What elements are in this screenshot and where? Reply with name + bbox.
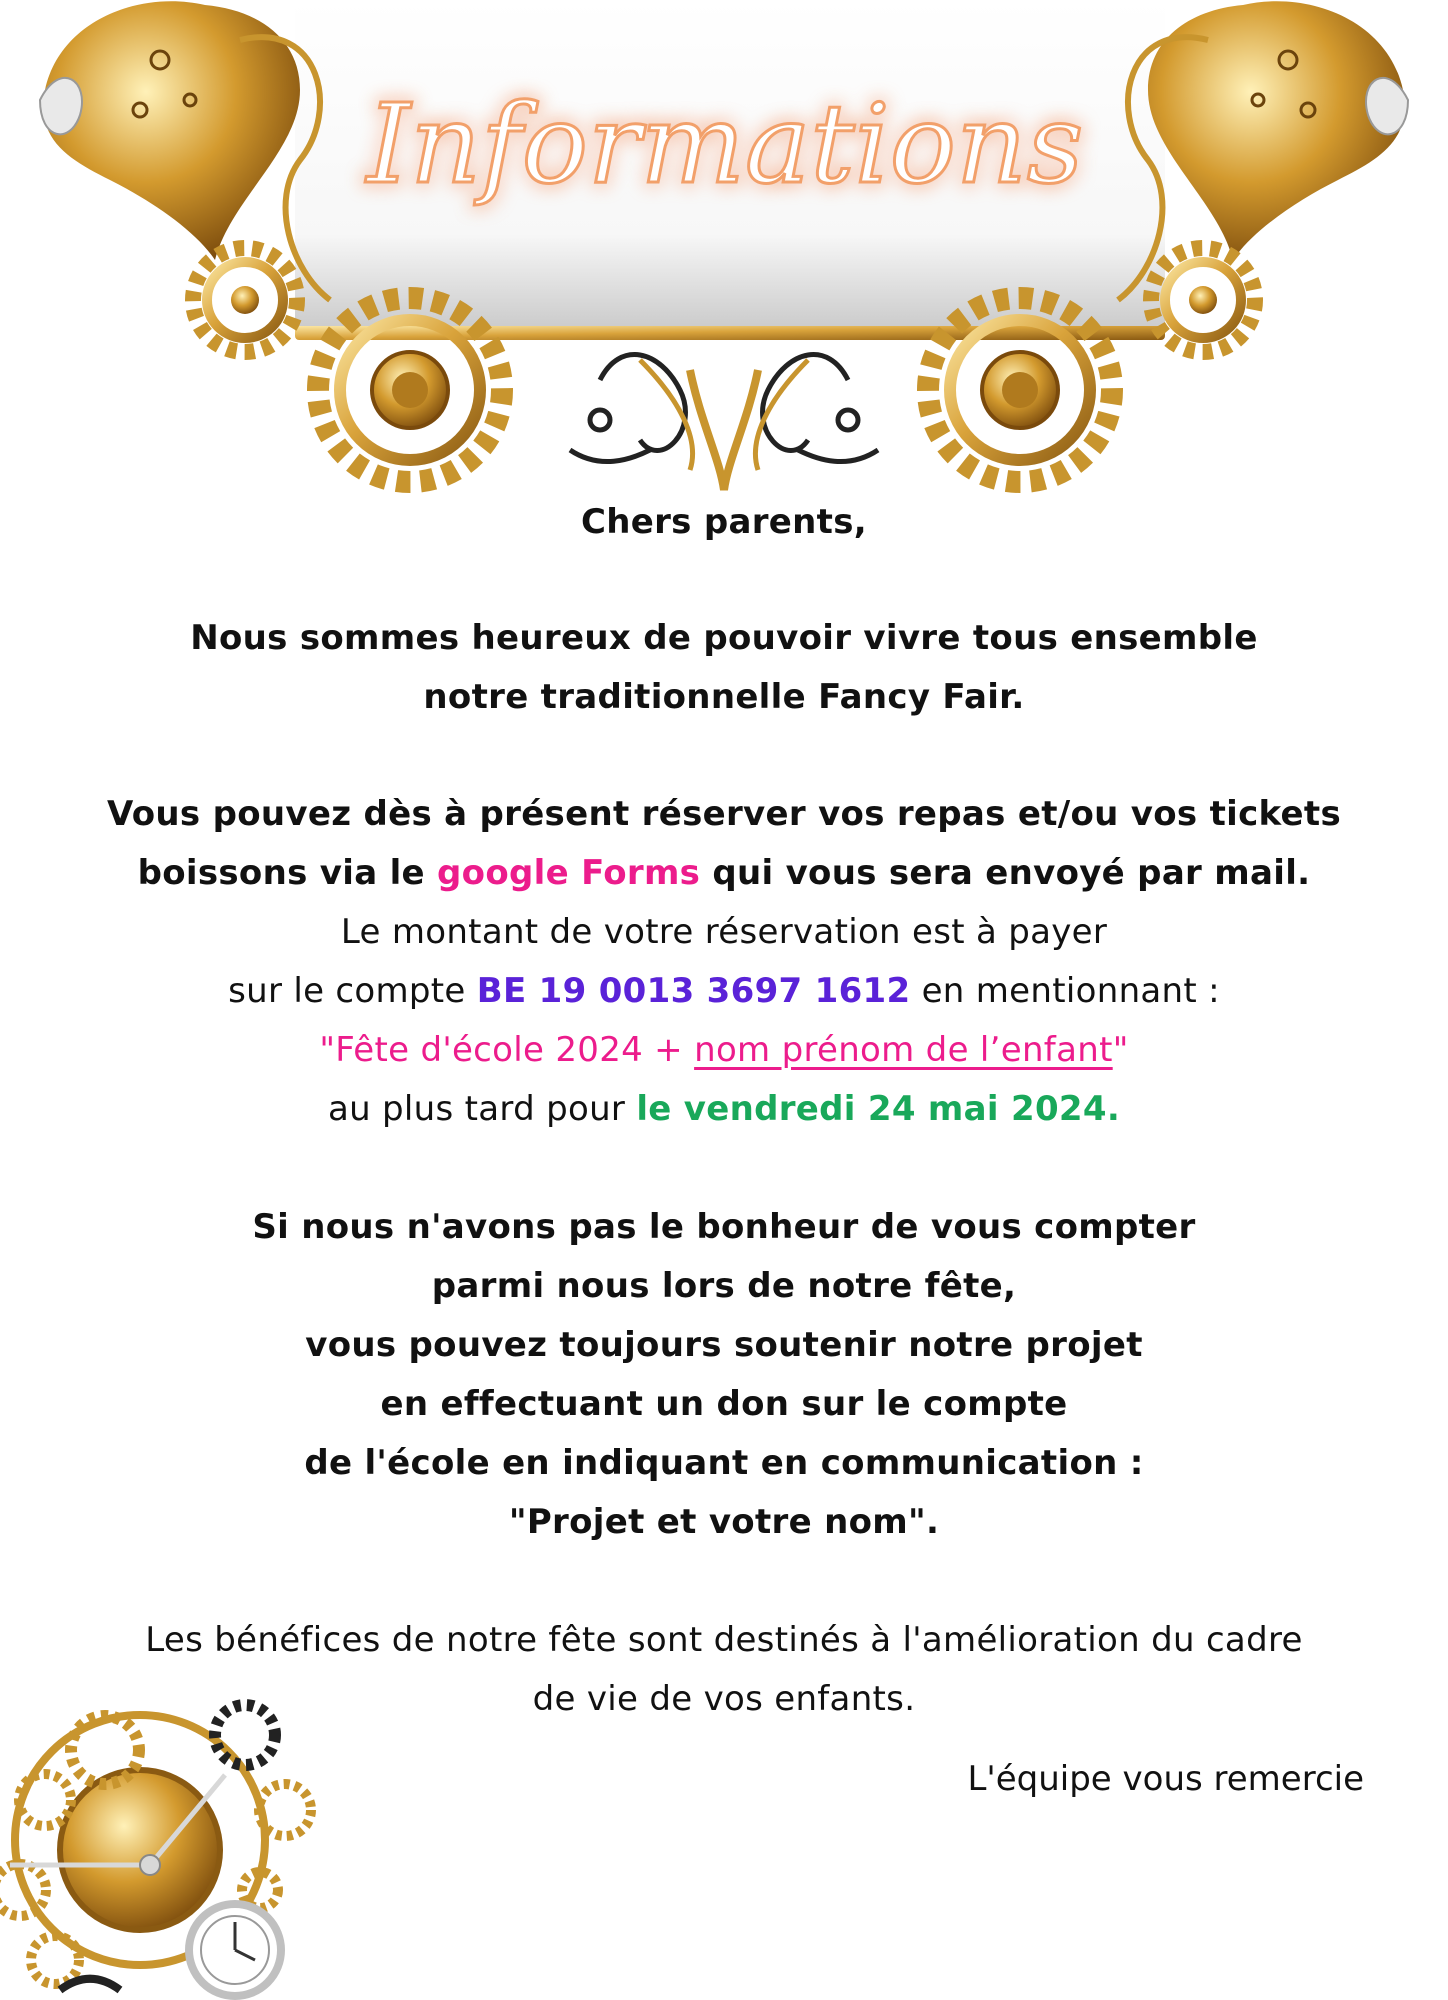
donation-line: de l'école en indiquant en communication : — [304, 1443, 1144, 1483]
google-forms-link[interactable]: google Forms — [437, 853, 701, 893]
reservation-text: sur le compte — [228, 971, 477, 1011]
gear-icon — [318, 298, 502, 482]
benefits-line: de vie de vos enfants. — [532, 1679, 916, 1719]
greeting: Chers parents, — [581, 502, 867, 542]
reservation-line: Vous pouvez dès à présent réserver vos repas et/ou vos tickets — [107, 794, 1341, 834]
page-title: Informations — [366, 80, 1084, 208]
bank-account-number: BE 19 0013 3697 1612 — [476, 971, 911, 1011]
reservation-text: boissons via le — [137, 853, 438, 893]
signature: L'équipe vous remercie — [967, 1759, 1364, 1799]
gear-icon — [1151, 248, 1255, 352]
deadline-line — [0, 1087, 1448, 1131]
left-heart-ornament — [40, 1, 330, 300]
gear-icon — [928, 298, 1112, 482]
benefits-line: Les bénéfices de notre fête sont destinés à l'amélioration du cadre — [145, 1620, 1303, 1660]
communication-text: "Fête d'école 2024 + — [319, 1030, 695, 1070]
donation-line: vous pouvez toujours soutenir notre projet — [305, 1325, 1143, 1365]
intro-line: Nous sommes heureux de pouvoir vivre tous ensemble — [190, 618, 1258, 658]
intro-line: notre traditionnelle Fancy Fair. — [423, 677, 1025, 717]
donation-line: "Projet et votre nom". — [508, 1502, 940, 1542]
communication-text: " — [1112, 1030, 1129, 1070]
header-banner — [0, 0, 1448, 500]
gear-icon — [193, 248, 297, 352]
filigree-ornament — [570, 355, 878, 490]
reservation-line — [0, 851, 1448, 895]
donation-line: Si nous n'avons pas le bonheur de vous compter — [252, 1207, 1196, 1247]
reservation-text: qui vous sera envoyé par mail. — [700, 853, 1311, 893]
donation-line: parmi nous lors de notre fête, — [431, 1266, 1017, 1306]
reservation-line: Le montant de votre réservation est à payer — [340, 912, 1108, 952]
reservation-text: en mentionnant : — [910, 971, 1220, 1011]
donation-line: en effectuant un don sur le compte — [380, 1384, 1068, 1424]
clock-gears-ornament — [0, 1690, 320, 2000]
payment-communication — [0, 1028, 1448, 1072]
communication-child-name: nom prénom de l’enfant — [694, 1030, 1113, 1070]
deadline-text: au plus tard pour — [327, 1089, 637, 1129]
deadline-date: le vendredi 24 mai 2024. — [636, 1089, 1121, 1129]
reservation-line — [0, 969, 1448, 1013]
